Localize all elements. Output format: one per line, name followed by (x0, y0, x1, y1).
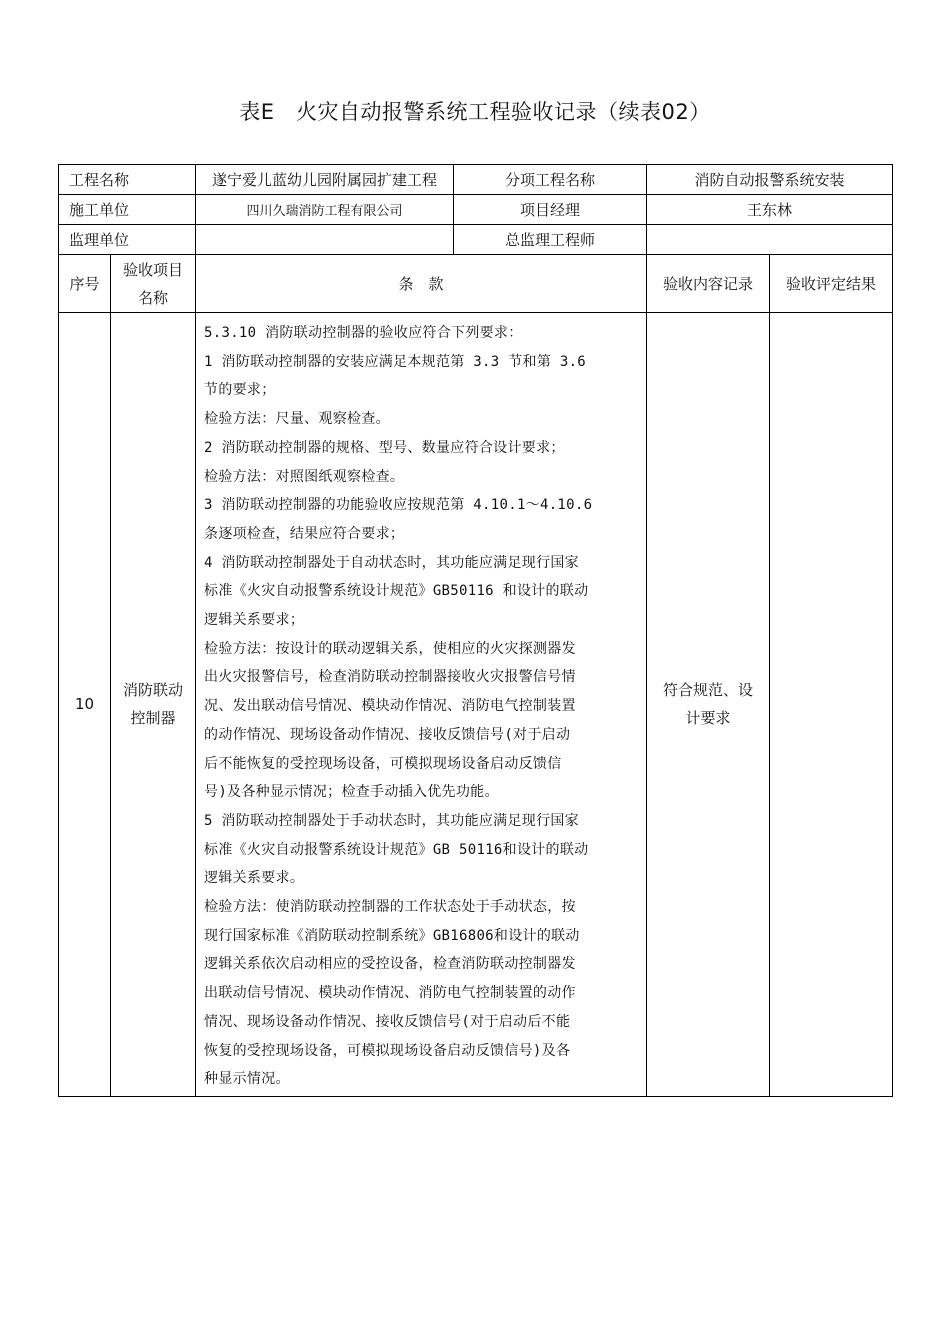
clause-line: 后不能恢复的受控现场设备，可模拟现场设备启动反馈信 (204, 755, 562, 772)
clause-line: 标准《火灾自动报警系统设计规范》GB 50116和设计的联动 (204, 841, 589, 858)
clause-line: 的动作情况、现场设备动作情况、接收反馈信号(对于启动 (204, 726, 571, 743)
clause-line: 检验方法：对照图纸观察检查。 (204, 468, 405, 485)
clause-line: 3 消防联动控制器的功能验收应按规范第 4.10.1～4.10.6 (204, 497, 593, 514)
header-row (59, 255, 893, 313)
clause-line: 恢复的受控现场设备，可模拟现场设备启动反馈信号)及各 (204, 1042, 571, 1059)
clause-line: 逻辑关系要求。 (204, 870, 305, 887)
project-manager-value: 王东林 (647, 195, 893, 225)
supervisor-value (196, 225, 454, 255)
clause-line: 出联动信号情况、模块动作情况、消防电气控制装置的动作 (204, 985, 576, 1002)
info-row-supervisor (59, 225, 893, 255)
header-result: 验收评定结果 (770, 255, 893, 313)
header-item-name (111, 255, 196, 313)
clause-line: 标准《火灾自动报警系统设计规范》GB50116 和设计的联动 (204, 583, 589, 600)
project-name-value: 遂宁爱儿蓝幼儿园附属园扩建工程 (196, 165, 454, 195)
clause-line: 5.3.10 消防联动控制器的验收应符合下列要求： (204, 325, 523, 341)
clause-line: 2 消防联动控制器的规格、型号、数量应符合设计要求； (204, 439, 565, 456)
clause-text (196, 313, 647, 1097)
clause-line: 号)及各种显示情况；检查手动插入优先功能。 (204, 784, 499, 801)
chief-supervisor-value (647, 225, 893, 255)
row-record-line1: 符合规范、设 (663, 681, 754, 700)
clause-line: 4 消防联动控制器处于自动状态时，其功能应满足现行国家 (204, 554, 579, 571)
header-clause: 条 款 (196, 255, 647, 313)
row-item-name-line2: 控制器 (130, 709, 176, 728)
clause-line: 逻辑关系要求； (204, 612, 305, 629)
contractor-label: 施工单位 (59, 195, 196, 225)
row-item-name (111, 313, 196, 1097)
header-record: 验收内容记录 (647, 255, 770, 313)
header-item-name-line1: 验收项目 (123, 260, 184, 279)
clause-line: 情况、现场设备动作情况、接收反馈信号(对于启动后不能 (204, 1013, 571, 1030)
acceptance-record-table (58, 164, 893, 1097)
clause-line: 检验方法：使消防联动控制器的工作状态处于手动状态，按 (204, 899, 576, 916)
header-no: 序号 (59, 255, 111, 313)
row-no: 10 (59, 313, 111, 1097)
clause-line: 节的要求； (204, 382, 276, 399)
clause-line: 5 消防联动控制器处于手动状态时，其功能应满足现行国家 (204, 812, 579, 829)
row-item-name-line1: 消防联动 (123, 681, 184, 700)
contractor-value: 四川久瑞消防工程有限公司 (196, 195, 454, 225)
clause-line: 条逐项检查，结果应符合要求； (204, 525, 405, 542)
clause-line: 况、发出联动信号情况、模块动作情况、消防电气控制装置 (204, 698, 576, 715)
clause-line: 1 消防联动控制器的安装应满足本规范第 3.3 节和第 3.6 (204, 353, 587, 370)
info-row-contractor (59, 195, 893, 225)
row-record (647, 313, 770, 1097)
clause-line: 出火灾报警信号，检查消防联动控制器接收火灾报警信号情 (204, 669, 576, 686)
project-name-label: 工程名称 (59, 165, 196, 195)
table-row (59, 313, 893, 1097)
clause-line: 种显示情况。 (204, 1071, 290, 1088)
header-item-name-line2: 名称 (138, 288, 169, 307)
row-record-line2: 计要求 (685, 709, 731, 728)
project-manager-label: 项目经理 (454, 195, 647, 225)
clause-line: 检验方法：按设计的联动逻辑关系，使相应的火灾探测器发 (204, 640, 576, 657)
page-title: 表E 火灾自动报警系统工程验收记录（续表02） (239, 100, 711, 124)
chief-supervisor-label: 总监理工程师 (454, 225, 647, 255)
clause-line: 检验方法：尺量、观察检查。 (204, 411, 390, 428)
clause-line: 现行国家标准《消防联动控制系统》GB16806和设计的联动 (204, 927, 580, 944)
sub-project-label: 分项工程名称 (454, 165, 647, 195)
sub-project-value: 消防自动报警系统安装 (647, 165, 893, 195)
info-row-project (59, 165, 893, 195)
supervisor-label: 监理单位 (59, 225, 196, 255)
row-result (770, 313, 893, 1097)
clause-line: 逻辑关系依次启动相应的受控设备，检查消防联动控制器发 (204, 956, 576, 973)
